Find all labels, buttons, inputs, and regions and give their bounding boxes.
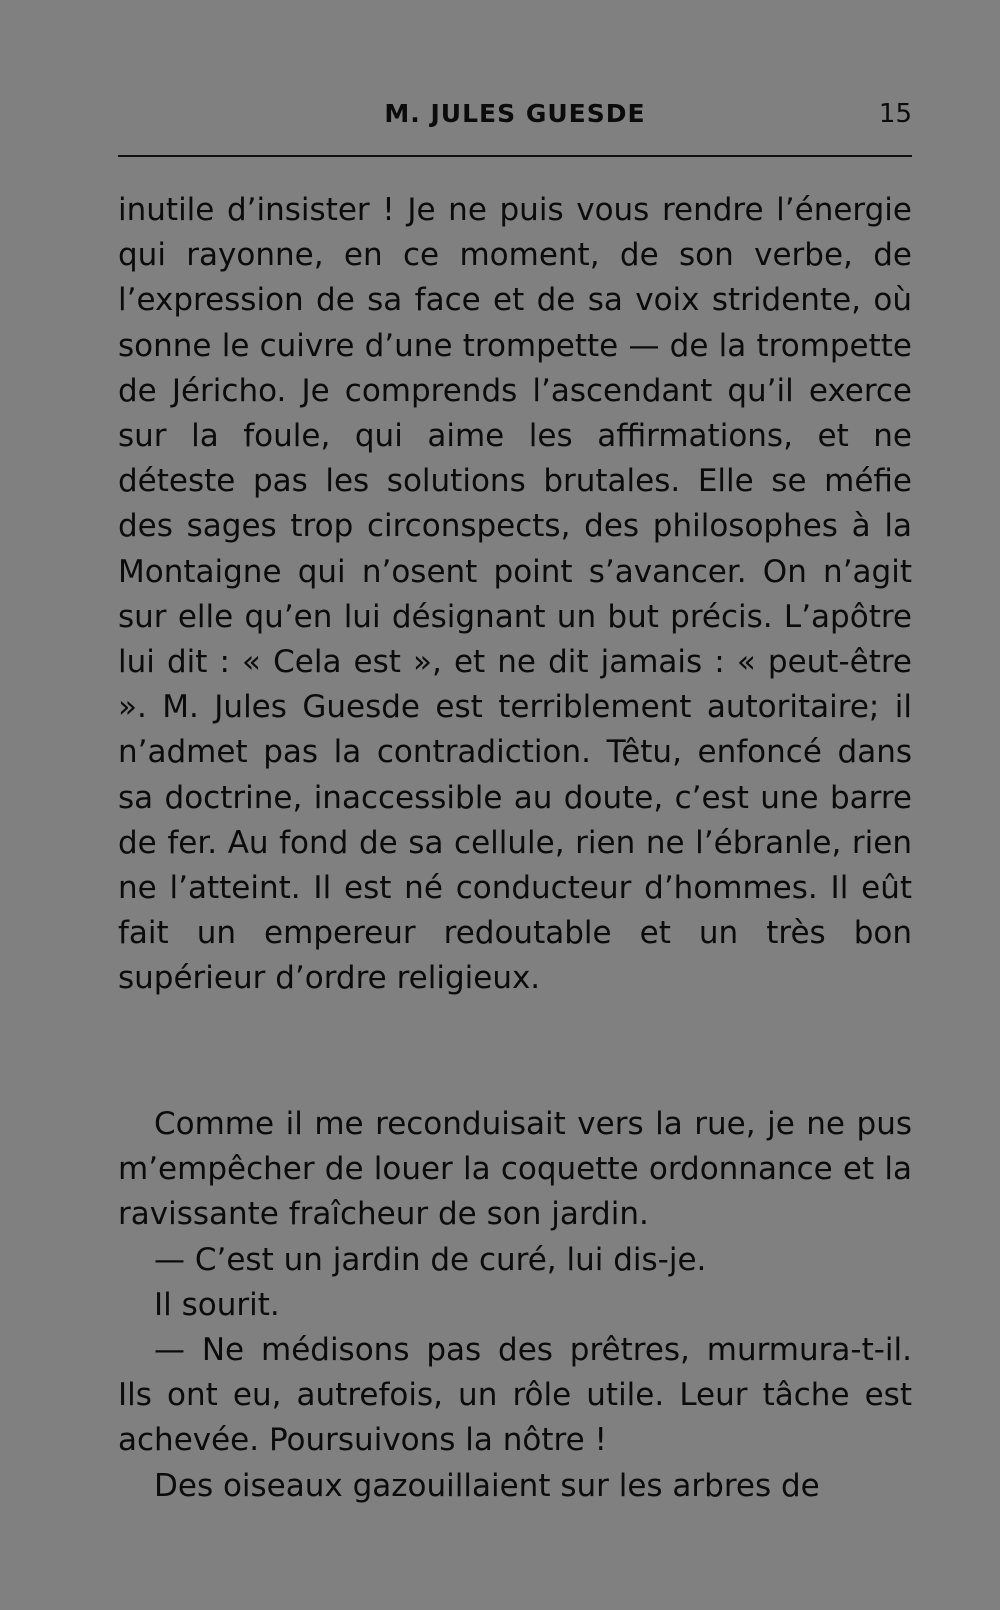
running-head	[118, 96, 912, 136]
paragraph-guesde-description: inutile d’insister ! Je ne puis vous rendre l’énergie qui rayonne, en ce moment, de son verbe, de l’expression de sa face et de sa voix stridente, où sonne le cuivre d’une trompette — de la trompette de Jéricho. Je comprends l’ascendant qu’il exerce sur la foule, qui aime les affirmations, et ne déteste pas les solutions brutales. Elle se méfie des sages trop circonspects, des philosophes à la Montaigne qui n’osent point s’avancer. On n’agit sur elle qu’en lui désignant un but précis. L’apôtre lui dit : « Cela est », et ne dit jamais : « peut-être ». M. Jules Guesde est terriblement autoritaire; il n’admet pas la contradiction. Têtu, enfoncé dans sa doctrine, inaccessible au doute, c’est une barre de fer. Au fond de sa cellule, rien ne l’ébranle, rien ne l’atteint. Il est né conducteur d’hommes. Il eût fait un empereur redoutable et un très bon supérieur d’ordre religieux.	[118, 192, 912, 997]
running-title: M. JULES GUESDE	[384, 99, 646, 128]
paragraph-birds: Des oiseaux gazouillaient sur les arbres de	[154, 1467, 820, 1504]
paragraph-smile: Il sourit.	[154, 1286, 280, 1323]
body-text-upper	[118, 188, 912, 1002]
paragraph-garden-praise: Comme il me reconduisait vers la rue, je ne pus m’empêcher de louer la coquette ordonnance et la ravissante fraîcheur de son jardin.	[118, 1106, 912, 1233]
body-text-lower	[118, 1102, 912, 1509]
paragraph-cure-garden: — C’est un jardin de curé, lui dis-je.	[154, 1241, 707, 1278]
page-number: 15	[878, 99, 912, 129]
paragraph-priests: — Ne médisons pas des prêtres, murmura-t-il. Ils ont eu, autrefois, un rôle utile. Leur tâche est achevée. Poursuivons la nôtre !	[118, 1332, 912, 1459]
header-rule	[118, 155, 912, 157]
